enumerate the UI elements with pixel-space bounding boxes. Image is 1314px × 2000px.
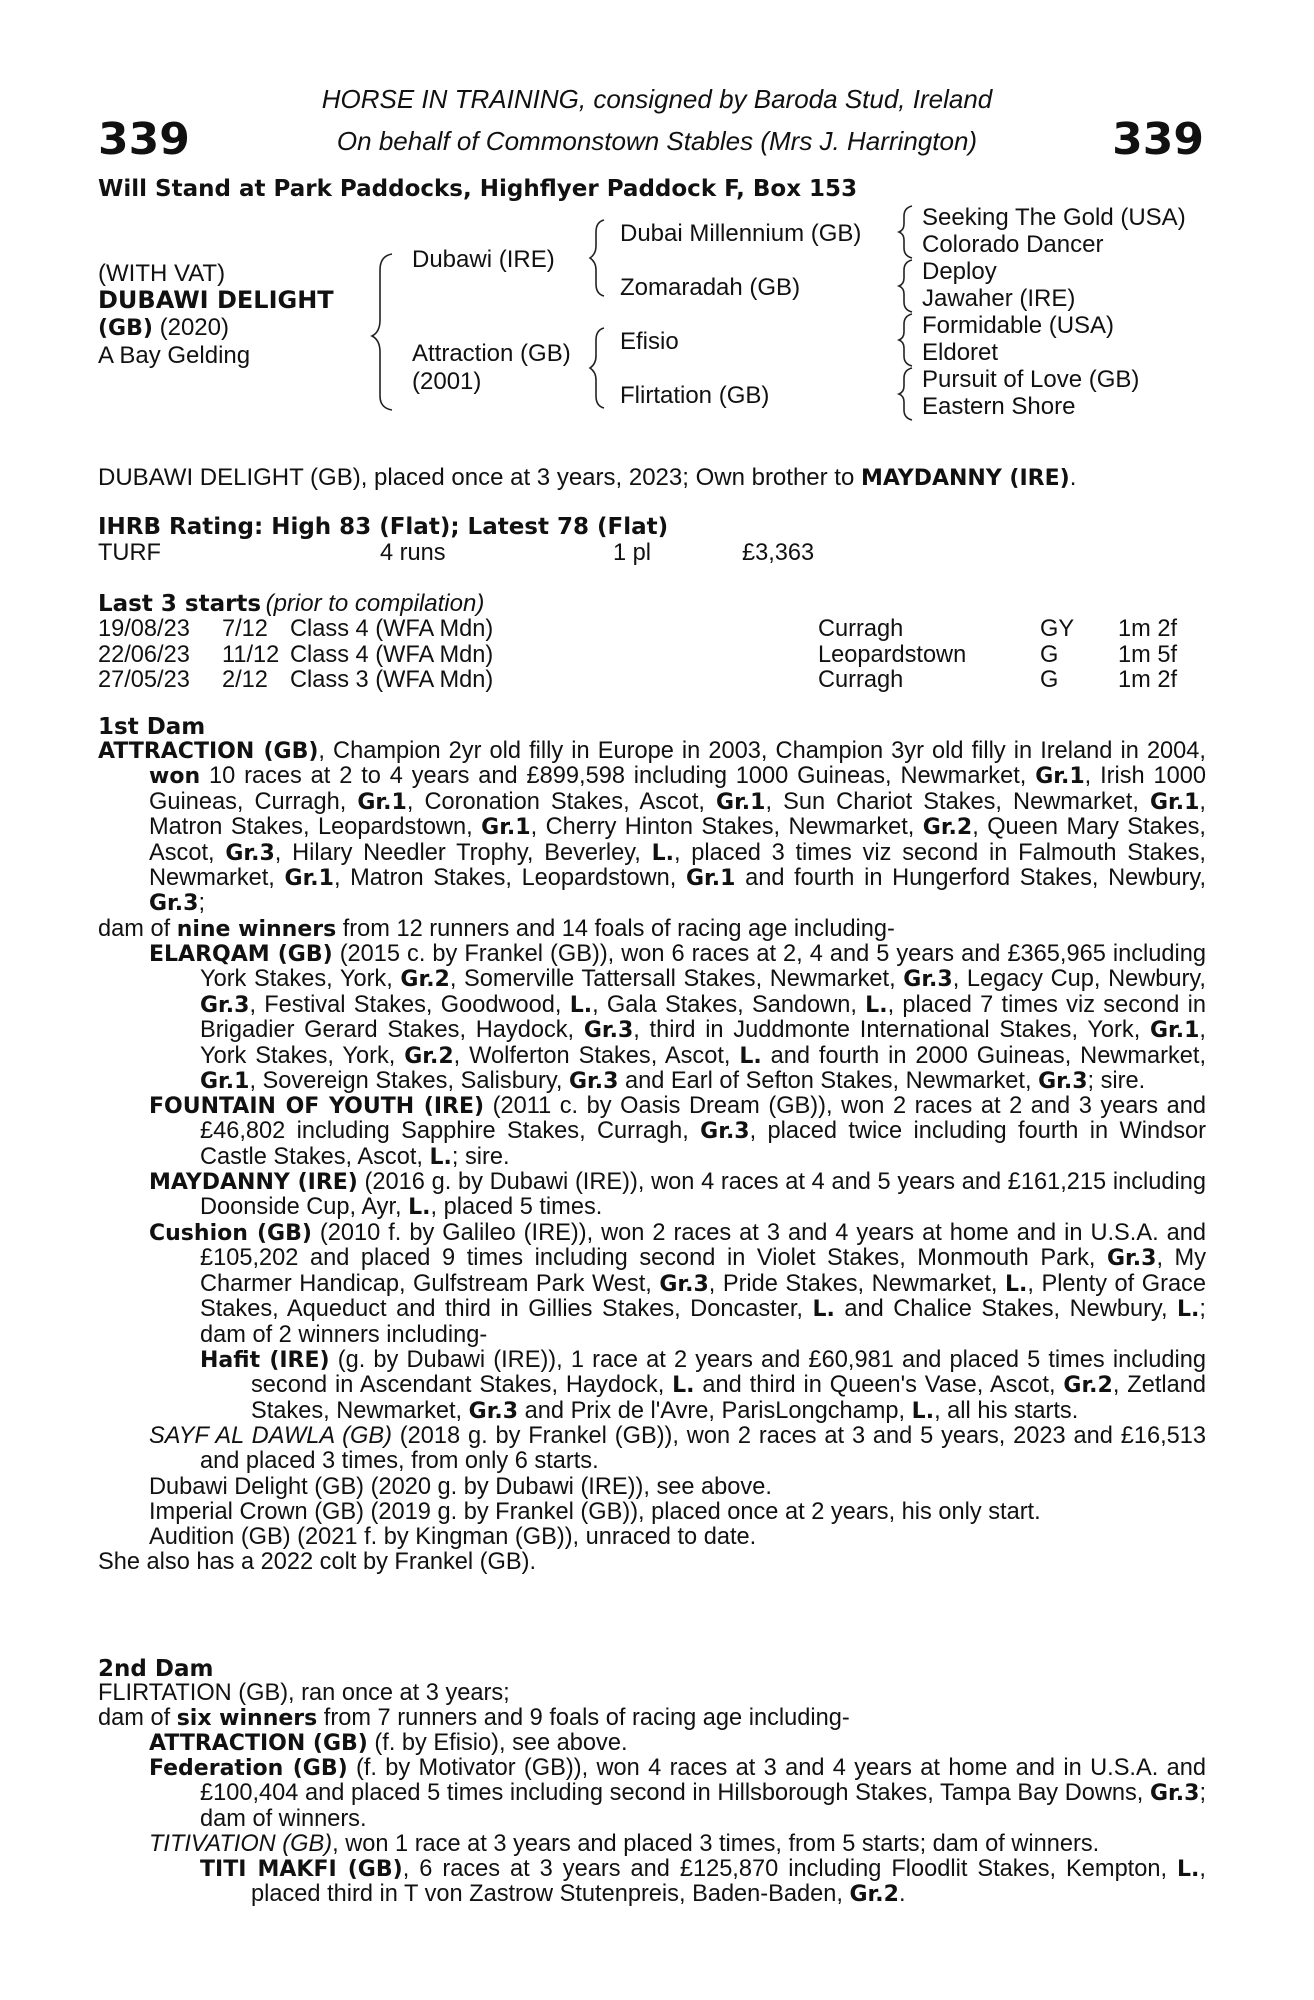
first-dam-paragraph: MAYDANNY (IRE) (2016 g. by Dubawi (IRE)), won 4 races at 4 and 5 years and £161,215 including Doonside Cup, Ayr, L., placed 5 times.	[149, 1169, 1206, 1221]
start-going: G	[1040, 641, 1059, 668]
brace-horse	[372, 254, 392, 410]
first-dam-paragraph: ATTRACTION (GB), Champion 2yr old filly in Europe in 2003, Champion 3yr old filly in Ireland in 2004, won 10 races at 2 to 4 years and £899,598 including 1000 Guineas, Newmarket, Gr.1, Irish 1000 Guineas, Curragh, Gr.1, Coronation Stakes, Ascot, Gr.1, Sun Chariot Stakes, Newmarket, Gr.1, Matron Stakes, Leopardstown, Gr.1, Cherry Hinton Stakes, Newmarket, Gr.2, Queen Mary Stakes, Ascot, Gr.3, Hilary Needler Trophy, Beverley, L., placed 3 times viz second in Falmouth Stakes, Newmarket, Gr.1, Matron Stakes, Leopardstown, Gr.1 and fourth in Hungerford Stakes, Newbury, Gr.3;	[98, 738, 1207, 917]
first-dam-paragraph: Dubawi Delight (GB) (2020 g. by Dubawi (IRE)), see above.	[149, 1474, 772, 1500]
start-pos: 7/12	[222, 616, 268, 642]
start-dist: 1m 2f	[1118, 667, 1178, 693]
brace-sire	[590, 220, 604, 296]
brace-g3	[899, 314, 912, 366]
start-date: 19/08/23	[98, 616, 190, 642]
start-course: Curragh	[818, 667, 904, 693]
pedigree-dam-dam: Flirtation (GB)	[620, 382, 770, 409]
second-dam-paragraph: ATTRACTION (GB) (f. by Efisio), see above.	[149, 1730, 628, 1756]
start-date: 22/06/23	[98, 641, 190, 668]
start-pos: 11/12	[222, 641, 280, 668]
brace-dam	[590, 328, 604, 408]
brace-g4	[899, 368, 912, 420]
first-dam-paragraph: ELARQAM (GB) (2015 c. by Frankel (GB)), won 6 races at 2, 4 and 5 years and £365,965 including York Stakes, York, Gr.2, Somerville Tattersall Stakes, Newmarket, Gr.3, Legacy Cup, Newbury, Gr.3, Festival Stakes, Goodwood, L., Gala Stakes, Sandown, L., placed 7 times viz second in Brigadier Gerard Stakes, Haydock, Gr.3, third in Juddmonte International Stakes, York, Gr.1, York Stakes, York, Gr.2, Wolferton Stakes, Ascot, L. and fourth in 2000 Guineas, Newmarket, Gr.1, Sovereign Stakes, Salisbury, Gr.3 and Earl of Sefton Stakes, Newmarket, Gr.3; sire.	[149, 941, 1207, 1095]
pedigree-g3: Deploy	[922, 258, 997, 285]
summary-end: .	[1069, 464, 1077, 491]
start-dist: 1m 2f	[1118, 616, 1178, 642]
start-date: 27/05/23	[98, 667, 190, 693]
pedigree-sire: Dubawi (IRE)	[412, 246, 555, 273]
second-dam-paragraph: dam of six winners from 7 runners and 9 foals of racing age including-	[98, 1705, 850, 1731]
first-dam-paragraph: FOUNTAIN OF YOUTH (IRE) (2011 c. by Oasis Dream (GB)), won 2 races at 2 and 3 years and £46,802 including Sapphire Stakes, Curragh, Gr.3, placed twice including fourth in Windsor Castle Stakes, Ascot, L.; sire.	[149, 1093, 1206, 1170]
horse-name: DUBAWI DELIGHT	[98, 286, 334, 314]
horse-origin: (GB)	[98, 316, 153, 341]
second-dam-heading: 2nd Dam	[98, 1656, 214, 1682]
pedigree-dam-line2: (2001)	[412, 368, 482, 395]
start-class: Class 4 (WFA Mdn)	[290, 641, 494, 668]
last-starts-title: Last 3 starts	[98, 591, 262, 617]
start-going: GY	[1040, 616, 1075, 642]
second-dam-paragraph: FLIRTATION (GB), ran once at 3 years;	[98, 1680, 510, 1706]
summary-text: DUBAWI DELIGHT (GB), placed once at 3 years, 2023; Own brother to	[98, 464, 861, 491]
last-starts-note: (prior to compilation)	[265, 590, 485, 617]
rating-surface: TURF	[98, 540, 161, 566]
pedigree-g7: Pursuit of Love (GB)	[922, 366, 1140, 393]
first-dam-paragraph: Audition (GB) (2021 f. by Kingman (GB)), unraced to date.	[149, 1524, 757, 1550]
pedigree-g8: Eastern Shore	[922, 393, 1076, 420]
pedigree-sire-dam: Zomaradah (GB)	[620, 274, 801, 301]
lot-number-right: 339	[1112, 114, 1204, 165]
second-dam-paragraph: Federation (GB) (f. by Motivator (GB)), won 4 races at 3 and 4 years at home and in U.S.A. and £100,404 and placed 5 times including second in Hillsborough Stakes, Tampa Bay Downs, Gr.3; dam of winners.	[149, 1755, 1206, 1832]
first-dam-heading: 1st Dam	[98, 714, 206, 740]
pedigree-g6: Eldoret	[922, 339, 999, 366]
rating-placings: 1 pl	[613, 540, 652, 566]
pedigree-g5: Formidable (USA)	[922, 312, 1115, 339]
first-dam-paragraph: dam of nine winners from 12 runners and 14 foals of racing age including-	[98, 916, 895, 942]
last-starts-heading	[98, 590, 484, 618]
lot-number-left: 339	[98, 114, 190, 165]
pedigree-g1: Seeking The Gold (USA)	[922, 204, 1186, 231]
summary-line	[98, 464, 1076, 492]
behalf-line: On behalf of Commonstown Stables (Mrs J. Harrington)	[336, 126, 978, 156]
brace-g2	[899, 260, 912, 312]
second-dam-paragraph: TITIVATION (GB), won 1 race at 3 years and placed 3 times, from 5 starts; dam of winners.	[149, 1831, 1100, 1857]
horse-description: A Bay Gelding	[98, 342, 251, 369]
pedigree-sire-sire: Dubai Millennium (GB)	[620, 220, 862, 247]
summary-brother: MAYDANNY (IRE)	[860, 466, 1070, 491]
start-going: G	[1040, 667, 1059, 693]
start-course: Leopardstown	[818, 641, 967, 668]
start-class: Class 4 (WFA Mdn)	[290, 616, 494, 642]
first-dam-paragraph: Imperial Crown (GB) (2019 g. by Frankel (GB)), placed once at 2 years, his only start.	[149, 1499, 1041, 1525]
rating-runs: 4 runs	[380, 540, 446, 566]
pedigree-dam-line1: Attraction (GB)	[412, 340, 571, 367]
brace-g1	[899, 206, 912, 258]
second-dam-paragraph: TITI MAKFI (GB), 6 races at 3 years and £125,870 including Floodlit Stakes, Kempton, L., placed third in T von Zastrow Stutenpreis, Baden-Baden, Gr.2.	[200, 1856, 1206, 1908]
first-dam-paragraph: She also has a 2022 colt by Frankel (GB).	[98, 1549, 537, 1575]
start-course: Curragh	[818, 616, 904, 642]
stand-location: Will Stand at Park Paddocks, Highflyer Paddock F, Box 153	[98, 176, 858, 202]
consignor-line: HORSE IN TRAINING, consigned by Baroda Stud, Ireland	[321, 84, 993, 114]
start-dist: 1m 5f	[1118, 641, 1178, 668]
rating-earnings: £3,363	[742, 540, 815, 566]
rating-title: IHRB Rating: High 83 (Flat); Latest 78 (Flat)	[98, 514, 669, 540]
pedigree-dam-sire: Efisio	[620, 328, 679, 355]
first-dam-paragraph: SAYF AL DAWLA (GB) (2018 g. by Frankel (GB)), won 2 races at 3 and 5 years, 2023 and £16,513 and placed 3 times, from only 6 starts.	[149, 1423, 1206, 1475]
pedigree-g2: Colorado Dancer	[922, 231, 1104, 258]
pedigree-g4: Jawaher (IRE)	[922, 285, 1076, 312]
first-dam-paragraph: Hafit (IRE) (g. by Dubawi (IRE)), 1 race at 2 years and £60,981 and placed 5 times including second in Ascendant Stakes, Haydock, L. and third in Queen's Vase, Ascot, Gr.2, Zetland Stakes, Newmarket, Gr.3 and Prix de l'Avre, ParisLongchamp, L., all his starts.	[200, 1347, 1206, 1424]
horse-year: (2020)	[159, 314, 229, 341]
vat-label: (WITH VAT)	[98, 260, 226, 287]
start-pos: 2/12	[222, 667, 268, 693]
first-dam-paragraph: Cushion (GB) (2010 f. by Galileo (IRE)), won 2 races at 3 and 4 years at home and in U.S.A. and £105,202 and placed 9 times including second in Violet Stakes, Monmouth Park, Gr.3, My Charmer Handicap, Gulfstream Park West, Gr.3, Pride Stakes, Newmarket, L., Plenty of Grace Stakes, Aqueduct and third in Gillies Stakes, Doncaster, L. and Chalice Stakes, Newbury, L.; dam of 2 winners including-	[149, 1220, 1207, 1348]
start-class: Class 3 (WFA Mdn)	[290, 667, 494, 693]
